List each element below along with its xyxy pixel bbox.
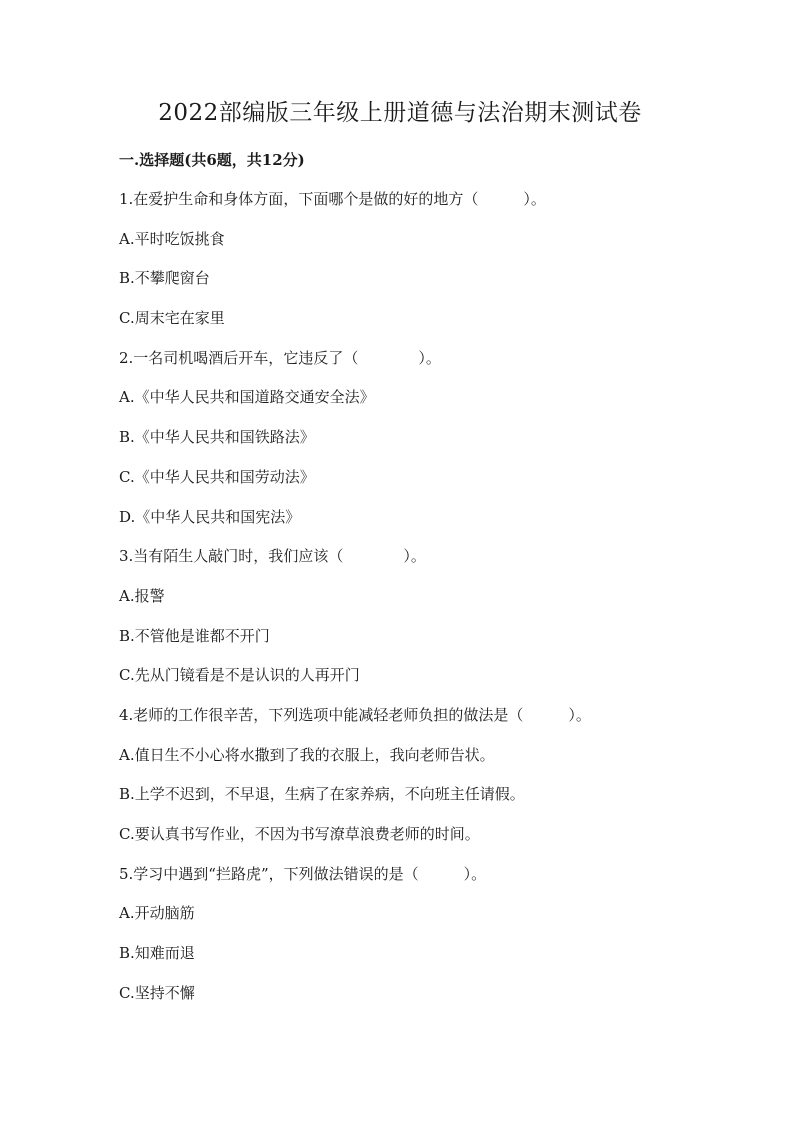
option-3c: C.先从门镜看是不是认识的人再开门 xyxy=(119,666,360,685)
option-2b: B.《中华人民共和国铁路法》 xyxy=(119,428,315,447)
section-heading: 一.选择题(共6题，共12分) xyxy=(119,151,305,169)
exam-title: 2022部编版三年级上册道德与法治期末测试卷 xyxy=(158,100,642,126)
option-2c: C.《中华人民共和国劳动法》 xyxy=(119,467,315,486)
option-5c: C.坚持不懈 xyxy=(119,983,195,1002)
option-3a: A.报警 xyxy=(119,586,165,605)
option-2d: D.《中华人民共和国宪法》 xyxy=(119,507,301,526)
option-1a: A.平时吃饭挑食 xyxy=(119,229,225,248)
option-4c: C.要认真书写作业，不因为书写潦草浪费老师的时间。 xyxy=(119,825,480,843)
option-2a: A.《中华人民共和国道路交通安全法》 xyxy=(119,388,375,407)
question-3: 3.当有陌生人敲门时，我们应该（ ）。 xyxy=(119,547,426,566)
option-5a: A.开动脑筋 xyxy=(119,904,195,923)
question-2: 2.一名司机喝酒后开车，它违反了（ ）。 xyxy=(119,348,441,367)
option-4a: A.值日生不小心将水撒到了我的衣服上，我向老师告状。 xyxy=(119,745,495,764)
question-5: 5.学习中遇到“拦路虎”，下列做法错误的是（ ）。 xyxy=(119,864,487,883)
question-list xyxy=(119,188,759,1021)
option-3b: B.不管他是谁都不开门 xyxy=(119,626,270,645)
option-1b: B.不攀爬窗台 xyxy=(119,269,210,288)
question-1: 1.在爱护生命和身体方面，下面哪个是做的好的地方（ ）。 xyxy=(119,190,546,208)
option-5b: B.知难而退 xyxy=(119,944,195,963)
option-1c: C.周末宅在家里 xyxy=(119,309,225,328)
option-4b: B.上学不迟到，不早退，生病了在家养病，不向班主任请假。 xyxy=(119,785,525,804)
question-4: 4.老师的工作很辛苦，下列选项中能减轻老师负担的做法是（ ）。 xyxy=(119,705,591,724)
